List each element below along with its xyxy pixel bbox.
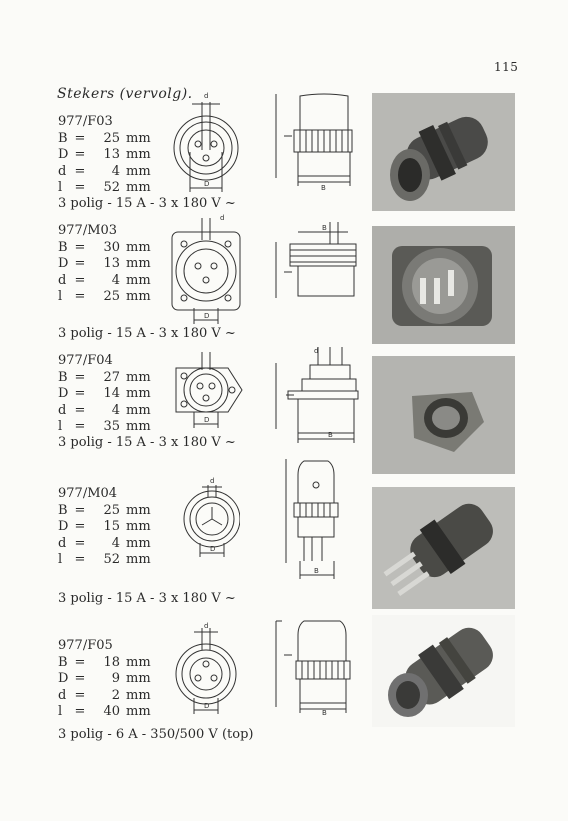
spec-value: 14 bbox=[103, 386, 120, 401]
spec-row: d = 4 mm bbox=[58, 535, 151, 551]
spec-row: B = 18 mm bbox=[58, 654, 151, 670]
dim-label-d: d bbox=[314, 347, 319, 355]
front-view-drawing-m03 bbox=[168, 212, 248, 327]
photo-f04 bbox=[372, 356, 515, 474]
spec-value: 9 bbox=[111, 671, 120, 686]
dim-label-B: B bbox=[322, 709, 327, 717]
spec-key: d bbox=[58, 272, 67, 288]
spec-unit: mm bbox=[126, 369, 151, 385]
dim-label-d: d bbox=[204, 622, 209, 630]
spec-key: B bbox=[58, 369, 68, 385]
spec-unit: mm bbox=[126, 180, 151, 195]
spec-row: d = 2 mm bbox=[58, 687, 151, 703]
spec-value: 4 bbox=[111, 163, 120, 179]
spec-key: D bbox=[58, 256, 69, 271]
dim-label-D: D bbox=[204, 312, 210, 320]
spec-value: 13 bbox=[103, 147, 120, 162]
spec-key: l bbox=[58, 552, 63, 567]
spec-unit: mm bbox=[126, 402, 151, 418]
spec-row: l = 25 mm bbox=[58, 289, 151, 304]
rating-text: 3 polig - 15 A - 3 x 180 V ~ bbox=[58, 435, 236, 450]
connector-code: 977/M04 bbox=[58, 486, 118, 501]
spec-unit: mm bbox=[126, 502, 151, 518]
photo-m04 bbox=[372, 487, 515, 609]
spec-block-f05 bbox=[58, 638, 151, 721]
front-view-drawing-f05 bbox=[172, 620, 242, 716]
spec-row: l = 40 mm bbox=[58, 704, 151, 719]
spec-value: 40 bbox=[103, 704, 120, 719]
spec-unit: mm bbox=[126, 552, 151, 567]
photo-f05 bbox=[372, 615, 515, 727]
spec-key: D bbox=[58, 519, 69, 534]
spec-unit: mm bbox=[126, 289, 151, 304]
spec-value: 18 bbox=[103, 654, 120, 670]
spec-unit: mm bbox=[126, 519, 151, 534]
rating-text: 3 polig - 15 A - 3 x 180 V ~ bbox=[58, 326, 236, 341]
spec-value: 4 bbox=[111, 272, 120, 288]
spec-key: d bbox=[58, 687, 67, 703]
spec-block-m03 bbox=[58, 223, 151, 306]
photo-m03 bbox=[372, 226, 515, 344]
section-title: Stekers (vervolg). bbox=[57, 86, 193, 102]
spec-row: D = 9 mm bbox=[58, 671, 151, 686]
dim-label-B: B bbox=[321, 184, 326, 190]
spec-row: B = 30 mm bbox=[58, 239, 151, 255]
spec-unit: mm bbox=[126, 256, 151, 271]
dim-label-d: d bbox=[210, 477, 215, 485]
side-view-drawing-f04 bbox=[268, 345, 364, 445]
spec-key: D bbox=[58, 386, 69, 401]
spec-row: l = 52 mm bbox=[58, 180, 151, 195]
front-view-drawing-f04 bbox=[172, 350, 247, 430]
spec-value: 52 bbox=[103, 180, 120, 195]
spec-key: l bbox=[58, 419, 63, 434]
spec-unit: mm bbox=[126, 654, 151, 670]
spec-unit: mm bbox=[126, 687, 151, 703]
spec-key: B bbox=[58, 239, 68, 255]
dim-label-B: B bbox=[328, 431, 333, 439]
spec-unit: mm bbox=[126, 671, 151, 686]
dim-label-B: B bbox=[314, 567, 319, 575]
spec-value: 4 bbox=[111, 535, 120, 551]
spec-row: l = 35 mm bbox=[58, 419, 151, 434]
spec-value: 52 bbox=[103, 552, 120, 567]
spec-value: 25 bbox=[103, 502, 120, 518]
spec-key: D bbox=[58, 671, 69, 686]
spec-row: d = 4 mm bbox=[58, 272, 151, 288]
spec-row: D = 13 mm bbox=[58, 256, 151, 271]
spec-value: 15 bbox=[103, 519, 120, 534]
spec-unit: mm bbox=[126, 147, 151, 162]
spec-unit: mm bbox=[126, 704, 151, 719]
dim-label-d: d bbox=[220, 214, 225, 222]
spec-unit: mm bbox=[126, 419, 151, 434]
connector-code: 977/M03 bbox=[58, 223, 118, 238]
spec-value: 35 bbox=[103, 419, 120, 434]
spec-row: B = 25 mm bbox=[58, 130, 151, 146]
dim-label-d: d bbox=[204, 92, 209, 100]
side-view-drawing-m04 bbox=[278, 455, 358, 583]
dim-label-B: B bbox=[322, 224, 327, 232]
spec-value: 13 bbox=[103, 256, 120, 271]
spec-value: 2 bbox=[111, 687, 120, 703]
spec-key: B bbox=[58, 130, 68, 146]
spec-value: 27 bbox=[103, 369, 120, 385]
photo-f03 bbox=[372, 93, 515, 211]
spec-block-f04 bbox=[58, 353, 151, 436]
spec-block-m04 bbox=[58, 486, 151, 569]
side-view-drawing-f05 bbox=[268, 615, 358, 717]
spec-value: 30 bbox=[103, 239, 120, 255]
spec-key: B bbox=[58, 654, 68, 670]
spec-value: 4 bbox=[111, 402, 120, 418]
spec-value: 25 bbox=[103, 130, 120, 146]
spec-unit: mm bbox=[126, 535, 151, 551]
spec-key: d bbox=[58, 163, 67, 179]
rating-text: 3 polig - 6 A - 350/500 V (top) bbox=[58, 727, 254, 742]
side-view-drawing-f03 bbox=[268, 90, 358, 190]
spec-value: 25 bbox=[103, 289, 120, 304]
spec-row: B = 27 mm bbox=[58, 369, 151, 385]
spec-key: d bbox=[58, 535, 67, 551]
rating-text: 3 polig - 15 A - 3 x 180 V ~ bbox=[58, 591, 236, 606]
spec-key: l bbox=[58, 704, 63, 719]
spec-row: D = 15 mm bbox=[58, 519, 151, 534]
front-view-drawing-m04 bbox=[180, 475, 240, 560]
spec-unit: mm bbox=[126, 239, 151, 255]
rating-text: 3 polig - 15 A - 3 x 180 V ~ bbox=[58, 196, 236, 211]
dim-label-D: D bbox=[204, 416, 210, 424]
spec-unit: mm bbox=[126, 130, 151, 146]
spec-row: D = 14 mm bbox=[58, 386, 151, 401]
spec-key: D bbox=[58, 147, 69, 162]
connector-code: 977/F05 bbox=[58, 638, 113, 653]
spec-block-f03 bbox=[58, 114, 151, 197]
spec-row: l = 52 mm bbox=[58, 552, 151, 567]
spec-row: D = 13 mm bbox=[58, 147, 151, 162]
side-view-drawing-m03 bbox=[268, 218, 358, 302]
spec-unit: mm bbox=[126, 386, 151, 401]
spec-row: d = 4 mm bbox=[58, 402, 151, 418]
spec-key: d bbox=[58, 402, 67, 418]
dim-label-D: D bbox=[210, 545, 216, 553]
dim-label-D: D bbox=[204, 702, 210, 710]
spec-unit: mm bbox=[126, 272, 151, 288]
spec-unit: mm bbox=[126, 163, 151, 179]
spec-key: l bbox=[58, 180, 63, 195]
dim-label-D: D bbox=[204, 180, 210, 188]
connector-code: 977/F04 bbox=[58, 353, 113, 368]
front-view-drawing-f03 bbox=[170, 90, 245, 195]
spec-row: d = 4 mm bbox=[58, 163, 151, 179]
page-number: 115 bbox=[494, 60, 519, 74]
spec-key: l bbox=[58, 289, 63, 304]
spec-key: B bbox=[58, 502, 68, 518]
spec-row: B = 25 mm bbox=[58, 502, 151, 518]
connector-code: 977/F03 bbox=[58, 114, 113, 129]
